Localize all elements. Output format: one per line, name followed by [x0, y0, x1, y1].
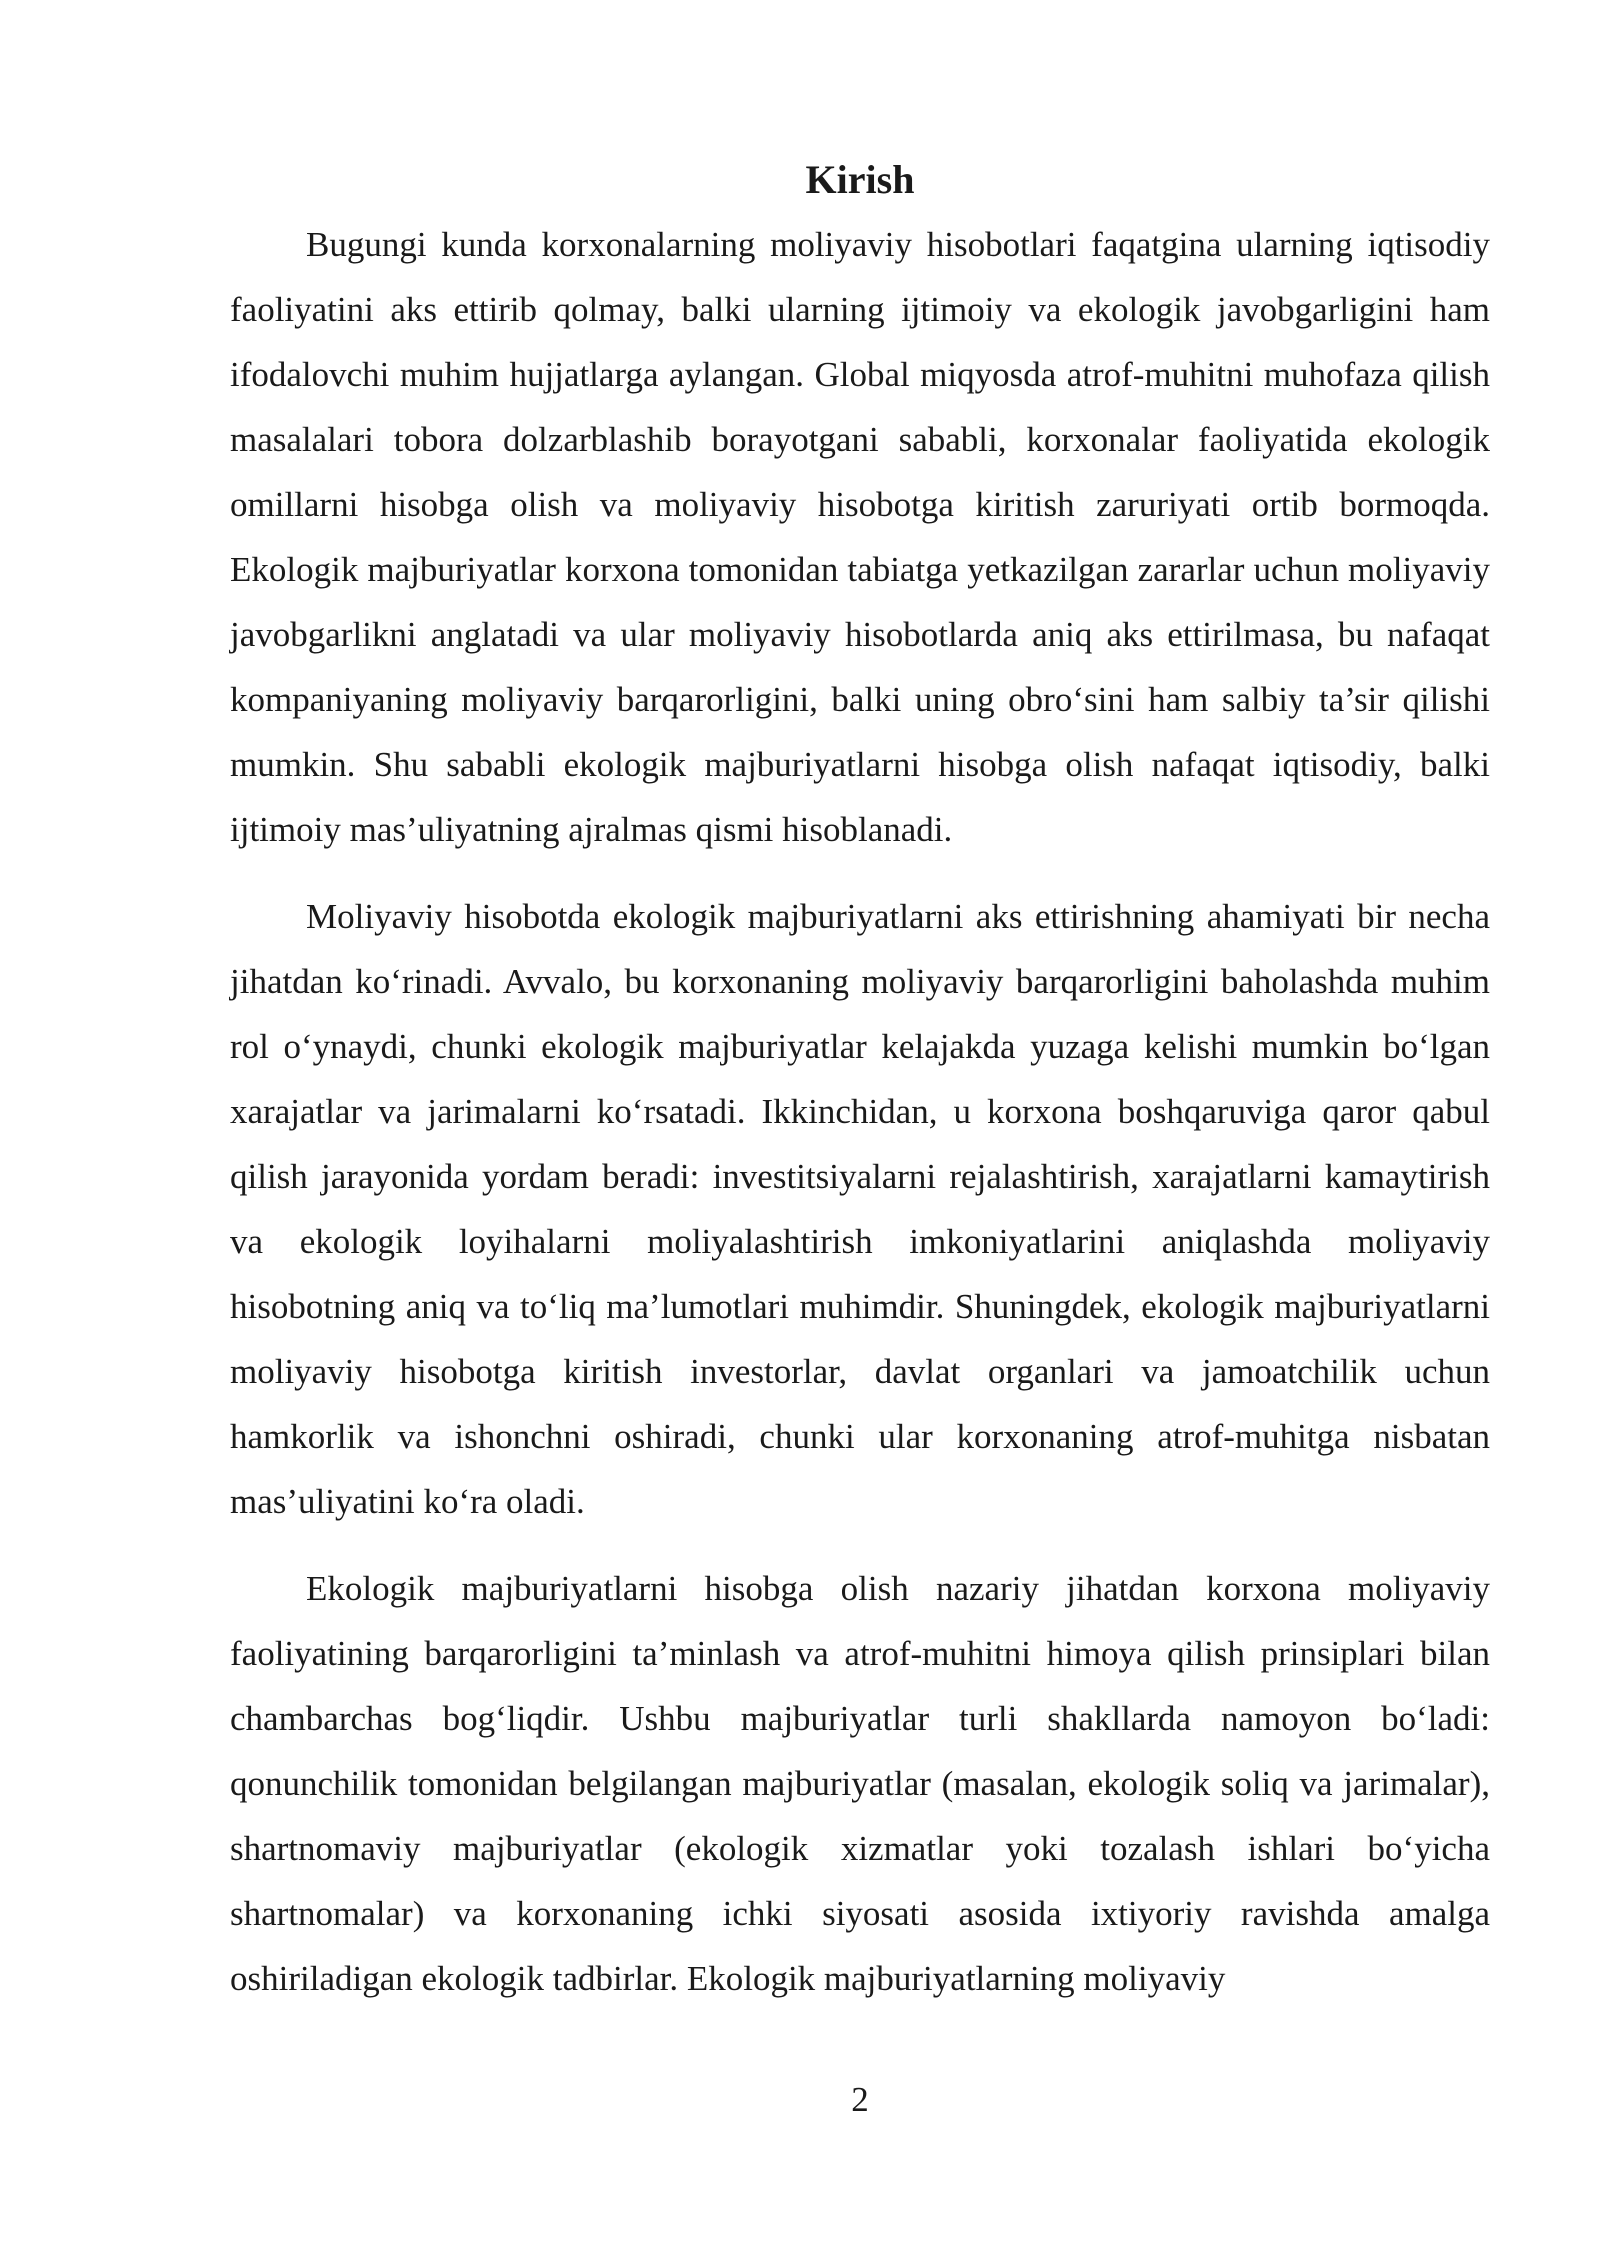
- paragraph-1: Bugungi kunda korxonalarning moliyaviy hisobotlari faqatgina ularning iqtisodiy faoliyatini aks ettirib qolmay, balki ularning ijtimoiy va ekologik javobgarligini ham ifodalovchi muhim hujjatlarga aylangan. Global miqyosda atrof-muhitni muhofaza qilish masalalari tobora dolzarblashib borayotgani sababli, korxonalar faoliyatida ekologik omillarni hisobga olish va moliyaviy hisobotga kiritish zaruriyati ortib bormoqda. Ekologik majburiyatlar korxona tomonidan tabiatga yetkazilgan zararlar uchun moliyaviy javobgarlikni anglatadi va ular moliyaviy hisobotlarda aniq aks ettirilmasa, bu nafaqat kompaniyaning moliyaviy barqarorligini, balki uning obro‘sini ham salbiy ta’sir qilishi mumkin. Shu sababli ekologik majburiyatlarni hisobga olish nafaqat iqtisodiy, balki ijtimoiy mas’uliyatning ajralmas qismi hisoblanadi.: [230, 225, 1490, 849]
- page-content: [230, 150, 1490, 2033]
- paragraph-3: Ekologik majburiyatlarni hisobga olish nazariy jihatdan korxona moliyaviy faoliyatining barqarorligini ta’minlash va atrof-muhitni himoya qilish prinsiplari bilan chambarchas bog‘liqdir. Ushbu majburiyatlar turli shakllarda namoyon bo‘ladi: qonunchilik tomonidan belgilangan majburiyatlar (masalan, ekologik soliq va jarimalar), shartnomaviy majburiyatlar (ekologik xizmatlar yoki tozalash ishlari bo‘yicha shartnomalar) va korxonaning ichki siyosati asosida ixtiyoriy ravishda amalga oshiriladigan ekologik tadbirlar. Ekologik majburiyatlarning moliyaviy: [230, 1569, 1490, 1998]
- paragraph-2: Moliyaviy hisobotda ekologik majburiyatlarni aks ettirishning ahamiyati bir necha jihatdan ko‘rinadi. Avvalo, bu korxonaning moliyaviy barqarorligini baholashda muhim rol o‘ynaydi, chunki ekologik majburiyatlar kelajakda yuzaga kelishi mumkin bo‘lgan xarajatlar va jarimalarni ko‘rsatadi. Ikkinchidan, u korxona boshqaruviga qaror qabul qilish jarayonida yordam beradi: investitsiyalarni rejalashtirish, xarajatlarni kamaytirish va ekologik loyihalarni moliyalashtirish imkoniyatlarini aniqlashda moliyaviy hisobotning aniq va to‘liq ma’lumotlari muhimdir. Shuningdek, ekologik majburiyatlarni moliyaviy hisobotga kiritish investorlar, davlat organlari va jamoatchilik uchun hamkorlik va ishonchni oshiradi, chunki ular korxonaning atrof-muhitga nisbatan mas’uliyatini ko‘ra oladi.: [230, 897, 1490, 1521]
- section-title: Kirish: [805, 157, 915, 202]
- page-number: 2: [851, 2080, 869, 2119]
